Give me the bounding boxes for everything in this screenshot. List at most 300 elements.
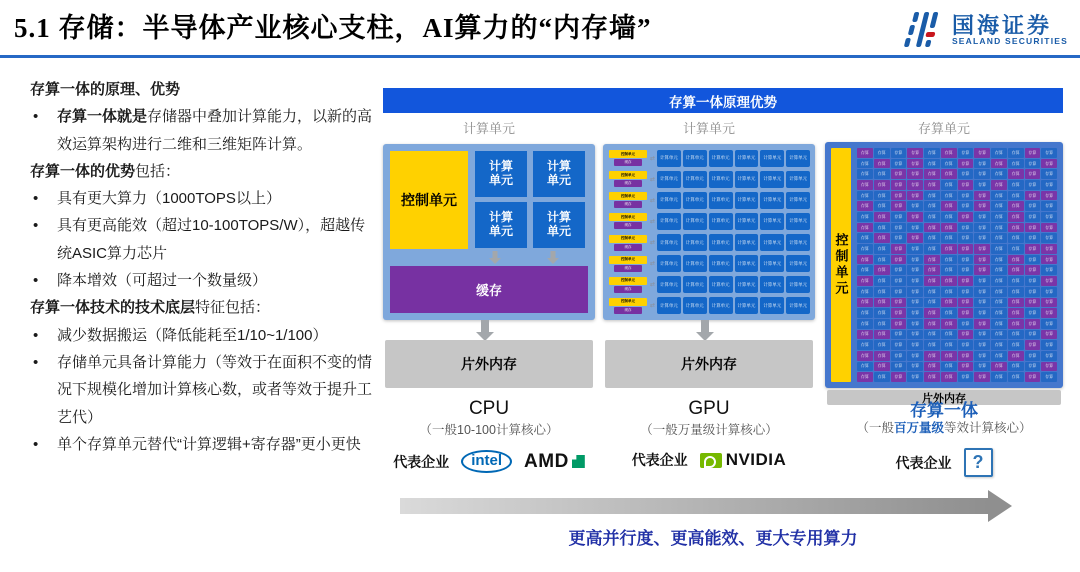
exchange-arrow-icon: ⇄ <box>650 218 656 225</box>
memory-compute-cell: 存算 <box>874 233 890 243</box>
cpu-name: CPU <box>468 398 510 419</box>
memory-compute-cell: 存算 <box>974 159 990 169</box>
memory-compute-cell: 存算 <box>924 308 940 318</box>
nvidia-logo <box>700 450 787 470</box>
intel-logo: intel <box>461 450 512 473</box>
diagram-panel <box>383 88 1063 558</box>
memory-compute-cell: 存算 <box>1025 319 1041 329</box>
cim-control-unit: 控制单元 <box>831 148 851 382</box>
memory-compute-cell: 存算 <box>941 223 957 233</box>
memory-compute-cell: 存算 <box>1008 340 1024 350</box>
memory-compute-cell: 存算 <box>1041 298 1057 308</box>
column-header-cpu: 计算单元 <box>462 121 515 136</box>
sidebar-text-line: 具有更大算力（1000TOPS以上） <box>57 190 281 208</box>
memory-compute-cell: 存算 <box>1025 308 1041 318</box>
memory-compute-cell: 存算 <box>1041 276 1057 286</box>
memory-compute-cell: 存算 <box>941 191 957 201</box>
memory-compute-cell: 存算 <box>874 276 890 286</box>
memory-compute-cell: 存算 <box>974 287 990 297</box>
memory-compute-cell: 存算 <box>907 255 923 265</box>
memory-compute-cell: 存算 <box>991 276 1007 286</box>
memory-compute-cell: 存算 <box>1008 372 1024 382</box>
memory-compute-cell: 存算 <box>991 180 1007 190</box>
memory-compute-cell: 存算 <box>874 148 890 158</box>
gpu-core-count: （一般万量级计算核心） <box>640 423 778 437</box>
memory-compute-cell: 存算 <box>1025 159 1041 169</box>
gpu-row <box>608 276 810 294</box>
memory-compute-cell: 存算 <box>874 308 890 318</box>
memory-compute-cell: 存算 <box>1025 212 1041 222</box>
sidebar-bullet <box>30 212 377 267</box>
bullet-dot: • <box>33 190 39 208</box>
gpu-row <box>608 234 810 252</box>
memory-compute-cell: 存算 <box>907 351 923 361</box>
gpu-compute-unit-cell: 计算单元 <box>657 213 681 230</box>
gpu-compute-unit-cell: 计算单元 <box>735 171 759 188</box>
memory-compute-cell: 存算 <box>924 180 940 190</box>
memory-compute-cell: 存算 <box>991 319 1007 329</box>
memory-compute-cell: 存算 <box>941 180 957 190</box>
gpu-compute-unit-cell: 计算单元 <box>735 297 759 314</box>
memory-compute-cell: 存算 <box>1041 340 1057 350</box>
cpu-compute-unit <box>475 151 527 197</box>
memory-compute-cell: 存算 <box>991 372 1007 382</box>
memory-compute-cell: 存算 <box>974 223 990 233</box>
memory-compute-cell: 存算 <box>1041 201 1057 211</box>
memory-compute-cell: 存算 <box>991 233 1007 243</box>
memory-compute-cell: 存算 <box>991 159 1007 169</box>
memory-compute-cell: 存算 <box>1008 233 1024 243</box>
memory-compute-cell: 存算 <box>874 372 890 382</box>
gpu-cache-mini: 缓存 <box>614 307 642 314</box>
memory-compute-cell: 存算 <box>1041 180 1057 190</box>
memory-compute-cell: 存算 <box>924 351 940 361</box>
gpu-compute-unit-cell: 计算单元 <box>760 255 784 272</box>
memory-compute-cell: 存算 <box>857 223 873 233</box>
memory-compute-cell: 存算 <box>857 276 873 286</box>
memory-compute-cell: 存算 <box>874 265 890 275</box>
memory-compute-cell: 存算 <box>1041 308 1057 318</box>
column-header-gpu: 计算单元 <box>682 121 735 136</box>
rep-label: 代表企业 <box>895 454 952 471</box>
memory-compute-cell: 存算 <box>907 223 923 233</box>
brand-logo <box>901 10 1068 50</box>
memory-compute-cell: 存算 <box>1025 233 1041 243</box>
gpu-compute-unit-cell: 计算单元 <box>683 171 707 188</box>
gpu-control-cache-stack <box>608 298 648 314</box>
gpu-control-cache-stack <box>608 213 648 229</box>
memory-compute-cell: 存算 <box>1008 148 1024 158</box>
memory-compute-cell: 存算 <box>974 201 990 211</box>
cpu-chip-diagram <box>383 144 595 320</box>
sidebar-text-line: 存储单元具备计算能力（等效于在面积不变的情况下规模化增加计算核心数，或者等效于提升工艺代） <box>57 353 373 426</box>
gpu-compute-unit-cell: 计算单元 <box>760 234 784 251</box>
memory-compute-cell: 存算 <box>924 212 940 222</box>
memory-compute-cell: 存算 <box>924 265 940 275</box>
gpu-control-cache-stack <box>608 150 648 166</box>
memory-compute-cell: 存算 <box>958 265 974 275</box>
cim-name: 存算一体 <box>910 401 978 420</box>
memory-compute-cell: 存算 <box>857 148 873 158</box>
memory-compute-cell: 存算 <box>1025 169 1041 179</box>
memory-compute-cell: 存算 <box>907 233 923 243</box>
sidebar-text-line: 存算一体的原理、优势 <box>30 81 181 98</box>
cim-core-count <box>825 418 1063 436</box>
memory-compute-cell: 存算 <box>974 233 990 243</box>
memory-compute-cell: 存算 <box>1041 148 1057 158</box>
memory-compute-cell: 存算 <box>874 319 890 329</box>
memory-compute-cell: 存算 <box>874 298 890 308</box>
memory-compute-cell: 存算 <box>1025 191 1041 201</box>
gpu-compute-unit-cell: 计算单元 <box>709 192 733 209</box>
memory-compute-cell: 存算 <box>1025 340 1041 350</box>
memory-compute-cell: 存算 <box>1008 308 1024 318</box>
memory-compute-cell: 存算 <box>941 201 957 211</box>
exchange-arrow-icon: ⇄ <box>650 240 656 247</box>
nvidia-logo-text: NVIDIA <box>725 450 787 469</box>
memory-compute-cell: 存算 <box>907 159 923 169</box>
memory-compute-cell: 存算 <box>891 287 907 297</box>
gpu-control-unit-mini: 控制单元 <box>609 277 647 285</box>
memory-compute-cell: 存算 <box>958 298 974 308</box>
memory-compute-cell: 存算 <box>1008 276 1024 286</box>
memory-compute-cell: 存算 <box>958 340 974 350</box>
gpu-compute-unit-cell: 计算单元 <box>683 255 707 272</box>
amd-logo <box>524 451 585 473</box>
memory-compute-cell: 存算 <box>857 212 873 222</box>
memory-compute-cell: 存算 <box>924 372 940 382</box>
memory-compute-cell: 存算 <box>1008 191 1024 201</box>
memory-compute-cell: 存算 <box>991 362 1007 372</box>
memory-compute-cell: 存算 <box>874 362 890 372</box>
gpu-compute-unit-cell: 计算单元 <box>683 234 707 251</box>
memory-compute-cell: 存算 <box>958 191 974 201</box>
page-title: 5.1 存储：半导体产业核心支柱，AI算力的“内存墙” <box>14 13 652 43</box>
exchange-arrow-icon: ⇄ <box>650 261 656 268</box>
memory-compute-cell: 存算 <box>891 351 907 361</box>
memory-compute-cell: 存算 <box>924 298 940 308</box>
memory-compute-cell: 存算 <box>857 298 873 308</box>
rep-label: 代表企业 <box>393 453 450 470</box>
gpu-compute-unit-cell: 计算单元 <box>760 171 784 188</box>
memory-compute-cell: 存算 <box>991 244 1007 254</box>
memory-compute-cell: 存算 <box>1041 319 1057 329</box>
gpu-compute-unit-cell: 计算单元 <box>760 192 784 209</box>
gpu-compute-unit-cell: 计算单元 <box>657 234 681 251</box>
gpu-compute-unit-cell: 计算单元 <box>683 192 707 209</box>
gpu-offchip-memory: 片外内存 <box>605 340 813 388</box>
memory-compute-cell: 存算 <box>1008 255 1024 265</box>
memory-compute-cell: 存算 <box>1041 223 1057 233</box>
exchange-arrow-icon: ⇄ <box>650 155 656 162</box>
memory-compute-cell: 存算 <box>958 255 974 265</box>
gpu-compute-unit-cell: 计算单元 <box>786 276 810 293</box>
gpu-compute-unit-cell: 计算单元 <box>709 255 733 272</box>
memory-compute-cell: 存算 <box>874 330 890 340</box>
question-mark-icon: ? <box>964 448 993 477</box>
sidebar-bullet <box>30 103 377 158</box>
memory-compute-cell: 存算 <box>857 255 873 265</box>
gpu-compute-unit-cell: 计算单元 <box>786 234 810 251</box>
gpu-chip-rows <box>608 149 810 315</box>
cim-offchip-memory: 片外内存 <box>827 390 1061 405</box>
memory-compute-cell: 存算 <box>891 362 907 372</box>
memory-compute-cell: 存算 <box>974 148 990 158</box>
memory-compute-cell: 存算 <box>941 319 957 329</box>
diagram-banner: 存算一体原理优势 <box>383 88 1063 113</box>
memory-compute-cell: 存算 <box>907 287 923 297</box>
gpu-control-unit-mini: 控制单元 <box>609 171 647 179</box>
memory-compute-cell: 存算 <box>941 233 957 243</box>
gpu-compute-unit-cell: 计算单元 <box>735 276 759 293</box>
memory-compute-cell: 存算 <box>958 308 974 318</box>
memory-compute-cell: 存算 <box>1008 244 1024 254</box>
memory-compute-cell: 存算 <box>1008 319 1024 329</box>
exchange-arrow-icon: ⇄ <box>650 197 656 204</box>
sidebar-text-line: 存算一体就是存储器中叠加计算能力，以新的高效运算架构进行二维和三维矩阵计算。 <box>57 108 373 153</box>
gpu-cache-mini: 缓存 <box>614 286 642 293</box>
memory-compute-cell: 存算 <box>974 244 990 254</box>
cpu-cache: 缓存 <box>390 266 588 313</box>
gpu-control-unit-mini: 控制单元 <box>609 192 647 200</box>
memory-compute-cell: 存算 <box>991 330 1007 340</box>
sidebar-heading <box>30 76 377 103</box>
gpu-compute-unit-cell: 计算单元 <box>657 255 681 272</box>
memory-compute-cell: 存算 <box>1025 180 1041 190</box>
memory-compute-cell: 存算 <box>1041 372 1057 382</box>
memory-compute-cell: 存算 <box>1008 201 1024 211</box>
cpu-control-unit: 控制单元 <box>390 151 468 249</box>
memory-compute-cell: 存算 <box>941 351 957 361</box>
sidebar-text-line: 单个存算单元替代“计算逻辑+寄存器”更小更快 <box>57 435 361 453</box>
memory-compute-cell: 存算 <box>958 351 974 361</box>
memory-compute-cell: 存算 <box>941 340 957 350</box>
memory-compute-cell: 存算 <box>857 287 873 297</box>
memory-compute-cell: 存算 <box>941 212 957 222</box>
cim-sub-highlight: 百万量级 <box>893 421 944 435</box>
memory-compute-cell: 存算 <box>874 201 890 211</box>
gpu-compute-unit-cell: 计算单元 <box>735 255 759 272</box>
memory-compute-cell: 存算 <box>857 340 873 350</box>
gpu-compute-unit-cell: 计算单元 <box>760 213 784 230</box>
gpu-compute-unit-cell: 计算单元 <box>760 297 784 314</box>
amd-logo-text: AMD <box>524 450 569 472</box>
memory-compute-cell: 存算 <box>1041 191 1057 201</box>
gpu-control-cache-stack <box>608 256 648 272</box>
memory-compute-cell: 存算 <box>1041 244 1057 254</box>
memory-compute-cell: 存算 <box>907 362 923 372</box>
memory-compute-cell: 存算 <box>1008 180 1024 190</box>
memory-compute-cell: 存算 <box>991 340 1007 350</box>
gpu-compute-unit-cell: 计算单元 <box>657 276 681 293</box>
cpu-compute-unit <box>475 202 527 248</box>
memory-compute-cell: 存算 <box>891 212 907 222</box>
memory-compute-cell: 存算 <box>974 298 990 308</box>
bullet-dot: • <box>33 272 39 290</box>
memory-compute-cell: 存算 <box>907 201 923 211</box>
memory-compute-cell: 存算 <box>974 362 990 372</box>
memory-compute-cell: 存算 <box>857 265 873 275</box>
memory-compute-cell: 存算 <box>958 223 974 233</box>
memory-compute-cell: 存算 <box>991 223 1007 233</box>
gpu-compute-unit-cell: 计算单元 <box>683 150 707 167</box>
memory-compute-cell: 存算 <box>991 308 1007 318</box>
memory-compute-cell: 存算 <box>991 287 1007 297</box>
memory-compute-cell: 存算 <box>924 223 940 233</box>
cpu-offchip-memory: 片外内存 <box>385 340 593 388</box>
sidebar-text <box>30 76 377 458</box>
memory-compute-cell: 存算 <box>924 244 940 254</box>
cpu-compute-unit-label: 计算单元 <box>488 159 513 187</box>
memory-compute-cell: 存算 <box>1008 287 1024 297</box>
memory-compute-cell: 存算 <box>1041 255 1057 265</box>
memory-compute-cell: 存算 <box>958 233 974 243</box>
gpu-compute-unit-cell: 计算单元 <box>786 255 810 272</box>
memory-compute-cell: 存算 <box>1008 169 1024 179</box>
memory-compute-cell: 存算 <box>974 372 990 382</box>
cpu-companies-row <box>383 450 595 473</box>
memory-compute-cell: 存算 <box>924 287 940 297</box>
memory-compute-cell: 存算 <box>941 169 957 179</box>
memory-compute-cell: 存算 <box>891 201 907 211</box>
gpu-compute-unit-cell: 计算单元 <box>735 213 759 230</box>
memory-compute-cell: 存算 <box>958 319 974 329</box>
gpu-control-unit-mini: 控制单元 <box>609 150 647 158</box>
memory-compute-cell: 存算 <box>874 212 890 222</box>
gpu-compute-unit-cell: 计算单元 <box>735 192 759 209</box>
memory-compute-cell: 存算 <box>907 180 923 190</box>
memory-compute-cell: 存算 <box>1008 159 1024 169</box>
memory-compute-cell: 存算 <box>891 298 907 308</box>
gpu-compute-unit-cell: 计算单元 <box>683 297 707 314</box>
memory-compute-cell: 存算 <box>991 255 1007 265</box>
memory-compute-cell: 存算 <box>874 169 890 179</box>
memory-compute-cell: 存算 <box>907 298 923 308</box>
memory-compute-cell: 存算 <box>874 244 890 254</box>
memory-compute-cell: 存算 <box>958 276 974 286</box>
cpu-compute-unit-label: 计算单元 <box>546 159 571 187</box>
sidebar-bullet <box>30 322 377 349</box>
brand-name-en: SEALAND SECURITIES <box>951 36 1068 47</box>
memory-compute-cell: 存算 <box>1008 265 1024 275</box>
trend-arrow-head <box>988 490 1012 522</box>
memory-compute-cell: 存算 <box>941 308 957 318</box>
gpu-control-unit-mini: 控制单元 <box>609 235 647 243</box>
cpu-compute-unit <box>533 202 585 248</box>
nvidia-logo-icon <box>700 453 722 468</box>
cpu-compute-unit-label: 计算单元 <box>546 210 571 238</box>
cim-sub-suffix: 等效计算核心） <box>944 421 1032 435</box>
memory-compute-cell: 存算 <box>958 287 974 297</box>
memory-compute-cell: 存算 <box>991 201 1007 211</box>
memory-compute-cell: 存算 <box>924 201 940 211</box>
memory-compute-cell: 存算 <box>907 340 923 350</box>
gpu-cache-mini: 缓存 <box>614 201 642 208</box>
cim-chip-diagram <box>825 142 1063 388</box>
memory-compute-cell: 存算 <box>958 201 974 211</box>
memory-compute-cell: 存算 <box>991 212 1007 222</box>
memory-compute-cell: 存算 <box>1041 159 1057 169</box>
cpu-core-count: （一般10-100计算核心） <box>419 423 559 437</box>
gpu-row <box>608 149 810 167</box>
memory-compute-cell: 存算 <box>857 330 873 340</box>
memory-compute-cell: 存算 <box>974 319 990 329</box>
memory-compute-cell: 存算 <box>941 298 957 308</box>
gpu-cache-mini: 缓存 <box>614 159 642 166</box>
memory-compute-cell: 存算 <box>874 191 890 201</box>
gpu-compute-unit-cell: 计算单元 <box>657 150 681 167</box>
sidebar-heading <box>30 294 377 321</box>
memory-compute-cell: 存算 <box>924 255 940 265</box>
gpu-compute-unit-cell: 计算单元 <box>786 150 810 167</box>
memory-compute-cell: 存算 <box>907 244 923 254</box>
memory-compute-cell: 存算 <box>891 308 907 318</box>
gpu-compute-unit-cell: 计算单元 <box>683 276 707 293</box>
memory-compute-cell: 存算 <box>941 265 957 275</box>
memory-compute-cell: 存算 <box>874 223 890 233</box>
amd-logo-icon <box>572 455 585 468</box>
sidebar-bullet <box>30 267 377 294</box>
gpu-chip-diagram <box>603 144 815 320</box>
memory-compute-cell: 存算 <box>907 308 923 318</box>
gpu-name: GPU <box>688 398 730 419</box>
gpu-compute-unit-cell: 计算单元 <box>657 192 681 209</box>
memory-compute-cell: 存算 <box>991 148 1007 158</box>
memory-compute-cell: 存算 <box>891 159 907 169</box>
memory-compute-cell: 存算 <box>958 244 974 254</box>
memory-compute-cell: 存算 <box>1008 298 1024 308</box>
memory-compute-cell: 存算 <box>857 351 873 361</box>
memory-compute-cell: 存算 <box>1041 362 1057 372</box>
gpu-cache-mini: 缓存 <box>614 244 642 251</box>
memory-compute-cell: 存算 <box>958 212 974 222</box>
gpu-compute-unit-cell: 计算单元 <box>709 297 733 314</box>
gpu-compute-unit-cell: 计算单元 <box>709 171 733 188</box>
memory-compute-cell: 存算 <box>1041 233 1057 243</box>
gpu-control-cache-stack <box>608 277 648 293</box>
memory-compute-cell: 存算 <box>1025 148 1041 158</box>
memory-compute-cell: 存算 <box>974 169 990 179</box>
memory-compute-cell: 存算 <box>857 201 873 211</box>
memory-compute-cell: 存算 <box>974 255 990 265</box>
gpu-compute-unit-cell: 计算单元 <box>709 234 733 251</box>
memory-compute-cell: 存算 <box>891 233 907 243</box>
rep-label: 代表企业 <box>631 452 688 468</box>
memory-compute-cell: 存算 <box>891 330 907 340</box>
sidebar-text-line: 具有更高能效（超过10-100TOPS/W），超越传统ASIC算力芯片 <box>57 217 366 262</box>
memory-compute-cell: 存算 <box>857 169 873 179</box>
gpu-control-cache-stack <box>608 235 648 251</box>
memory-compute-cell: 存算 <box>1008 223 1024 233</box>
memory-compute-cell: 存算 <box>857 244 873 254</box>
memory-compute-cell: 存算 <box>1025 362 1041 372</box>
memory-compute-cell: 存算 <box>941 159 957 169</box>
bullet-dot: • <box>33 435 39 453</box>
memory-compute-cell: 存算 <box>1025 265 1041 275</box>
memory-compute-cell: 存算 <box>1008 351 1024 361</box>
memory-compute-cell: 存算 <box>874 159 890 169</box>
gpu-cache-mini: 缓存 <box>614 265 642 272</box>
gpu-compute-unit-cell: 计算单元 <box>709 276 733 293</box>
memory-compute-cell: 存算 <box>924 191 940 201</box>
gpu-compute-unit-cell: 计算单元 <box>786 171 810 188</box>
memory-compute-cell: 存算 <box>907 169 923 179</box>
gpu-compute-unit-cell: 计算单元 <box>735 150 759 167</box>
gpu-control-cache-stack <box>608 192 648 208</box>
memory-compute-cell: 存算 <box>891 244 907 254</box>
memory-compute-cell: 存算 <box>891 340 907 350</box>
memory-compute-cell: 存算 <box>1025 276 1041 286</box>
